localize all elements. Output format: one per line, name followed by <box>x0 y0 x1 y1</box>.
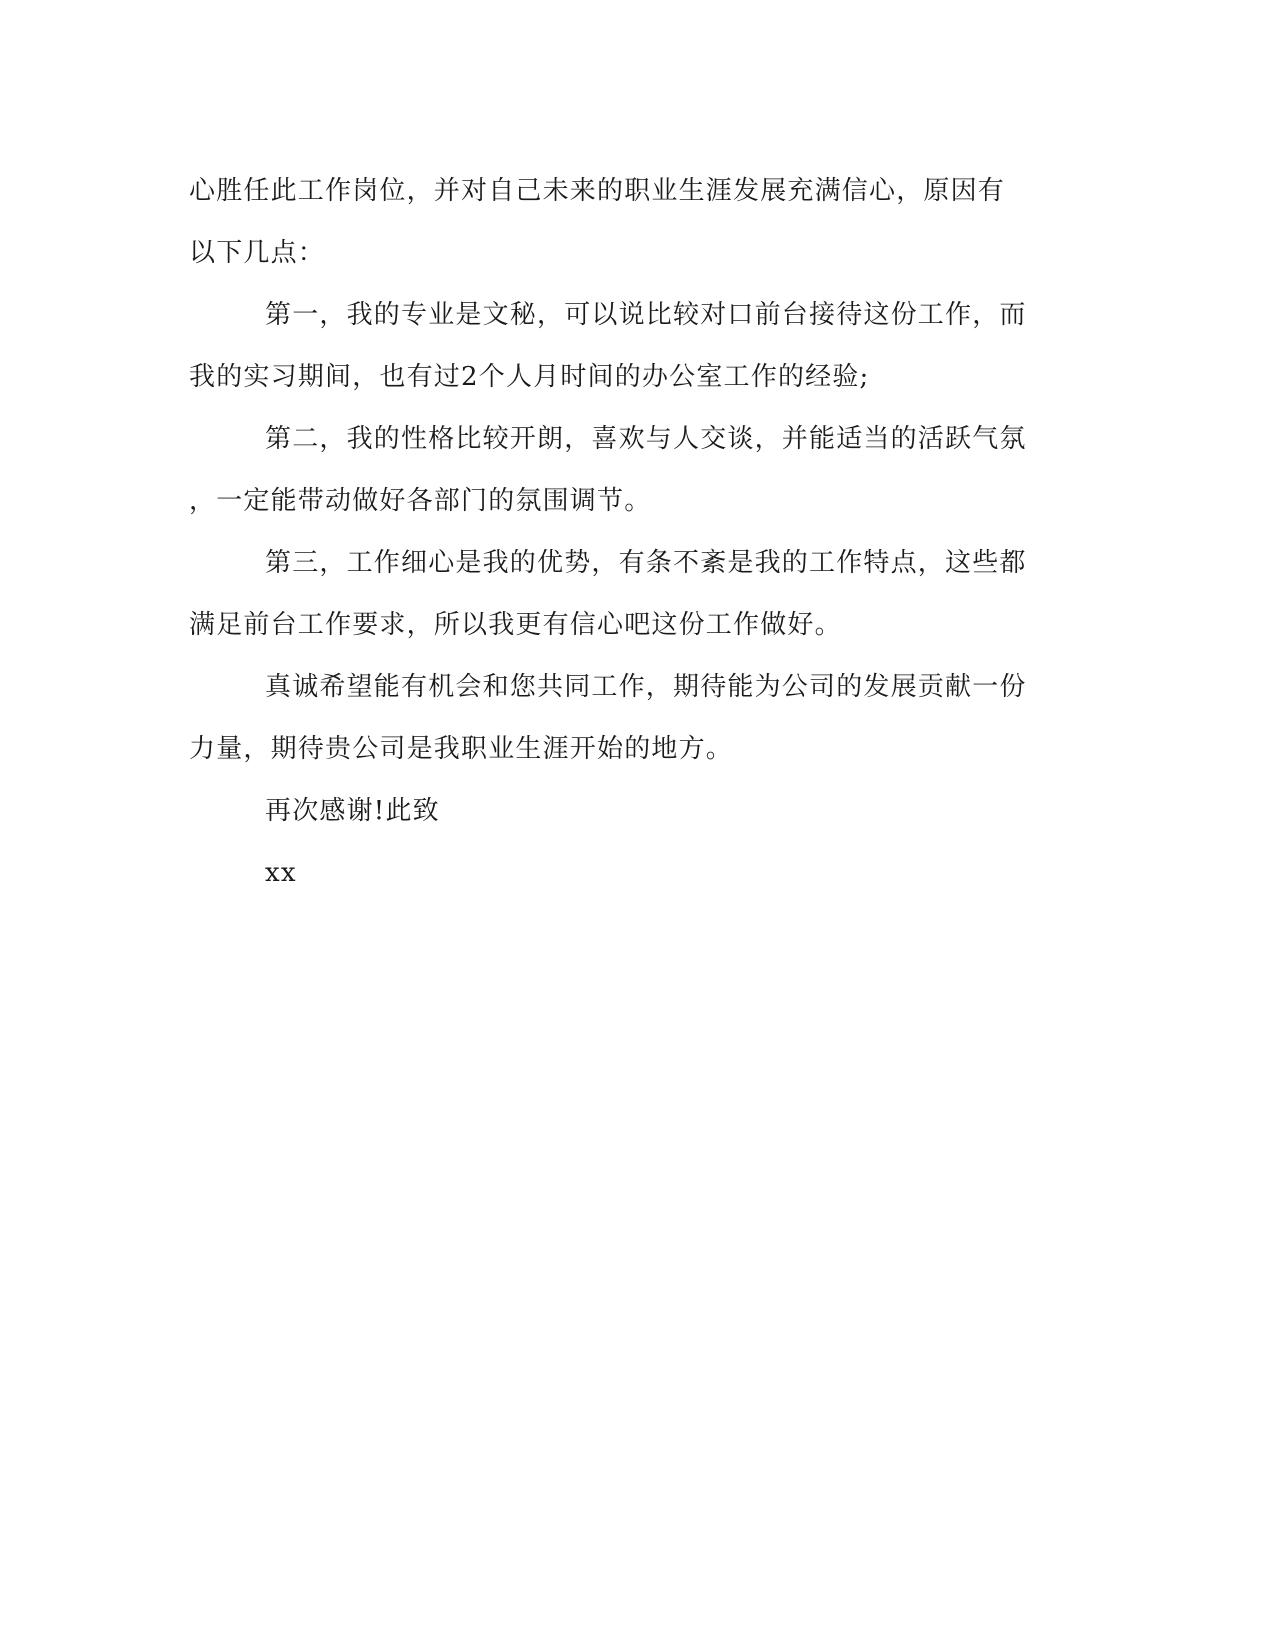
paragraph-line: 第二，我的性格比较开朗，喜欢与人交谈，并能适当的活跃气氛 <box>265 424 1027 454</box>
text-line: ，一定能带动做好各部门的氛围调节。 <box>189 486 652 516</box>
text-line: 满足前台工作要求，所以我更有信心吧这份工作做好。 <box>189 610 842 640</box>
text-line: 心胜任此工作岗位，并对自己未来的职业生涯发展充满信心，原因有 <box>189 176 1006 206</box>
paragraph-line: 第一，我的专业是文秘，可以说比较对口前台接待这份工作，而 <box>265 300 1027 330</box>
closing-line: 再次感谢!此致 <box>265 796 440 826</box>
signature: xx <box>265 858 297 888</box>
paragraph-line: 真诚希望能有机会和您共同工作，期待能为公司的发展贡献一份 <box>265 672 1027 702</box>
text-line: 力量，期待贵公司是我职业生涯开始的地方。 <box>189 734 734 764</box>
paragraph-line: 第三，工作细心是我的优势，有条不紊是我的工作特点，这些都 <box>265 548 1027 578</box>
letter-body <box>189 160 1079 904</box>
text-line: 以下几点： <box>189 238 326 268</box>
text-line: 我的实习期间，也有过2个人月时间的办公室工作的经验; <box>189 362 870 392</box>
